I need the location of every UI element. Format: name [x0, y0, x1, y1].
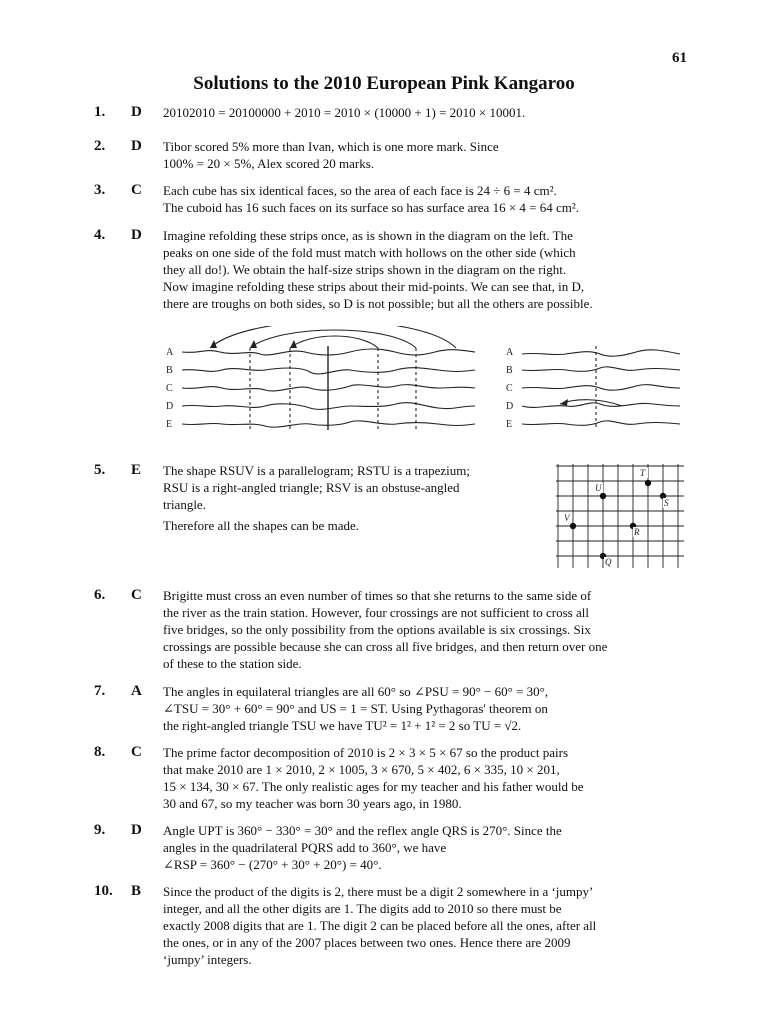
- text-line: 30 and 67, so my teacher was born 30 years ago, in 1980.: [163, 796, 462, 811]
- solution-text: [163, 182, 579, 216]
- point-label-t: T: [640, 468, 646, 478]
- text-line: the ones, or in any of the 2007 places between two ones. Hence there are 2009: [163, 935, 571, 950]
- solution-text: [163, 822, 562, 873]
- grid-points-diagram: [552, 460, 688, 577]
- text-line: Now imagine refolding these strips about their mid-points. We can see that, in D,: [163, 279, 585, 294]
- half-label-d: D: [506, 401, 514, 412]
- text-line: the river as the train station. However, four crossings are not sufficient to cross all: [163, 605, 589, 620]
- text-line: Each cube has six identical faces, so the area of each face is 24 ÷ 6 = 4 cm².: [163, 183, 557, 198]
- fold-arc: [290, 336, 378, 348]
- text-line: Brigitte must cross an even number of times so that she returns to the same side of: [163, 588, 592, 603]
- point-label-r: R: [634, 527, 640, 537]
- text-line: Imagine refolding these strips once, as is shown in the diagram on the left. The: [163, 228, 573, 243]
- solution-text: [163, 462, 470, 534]
- text-line: triangle.: [163, 497, 206, 512]
- answer-letter: C: [131, 587, 142, 603]
- answer-letter: B: [131, 883, 142, 899]
- folded-strips-diagram: [160, 326, 690, 441]
- question-number: 9.: [94, 822, 106, 838]
- text-line: ∠TSU = 30° + 60° = 90° and US = 1 = ST. Using Pythagoras' theorem on: [163, 701, 548, 716]
- solution-text: [163, 104, 525, 121]
- half-strip-b: [522, 367, 680, 371]
- question-number: 5.: [94, 462, 106, 478]
- point-label-u: U: [595, 483, 602, 493]
- solution-text: [163, 227, 593, 312]
- text-line: exactly 2008 digits that are 1. The digit 2 can be placed before all the ones, after all: [163, 918, 597, 933]
- point-label-v: V: [564, 513, 570, 523]
- text-line: integer, and all the other digits are 1. The digits add to 2010 so there must be: [163, 901, 562, 916]
- solution-text: [163, 587, 607, 672]
- page-title: Solutions to the 2010 European Pink Kangaroo: [193, 73, 575, 94]
- fold-arc: [210, 326, 456, 348]
- half-strip-a: [522, 350, 680, 356]
- question-number: 2.: [94, 138, 106, 154]
- text-line: of these to the station side.: [163, 656, 302, 671]
- question-number: 7.: [94, 683, 106, 699]
- text-line: there are troughs on both sides, so D is not possible; but all the others are possible.: [163, 296, 593, 311]
- page-number: 61: [672, 50, 687, 66]
- fold-arc: [250, 330, 416, 348]
- text-line: ‘jumpy’ integers.: [163, 952, 252, 967]
- solution-text: [163, 883, 596, 968]
- text-line: Since the product of the digits is 2, there must be a digit 2 somewhere in a ‘jumpy’: [163, 884, 594, 899]
- text-line: 15 × 134, 30 × 67. The only realistic ages for my teacher and his father would be: [163, 779, 584, 794]
- half-label-c: C: [506, 383, 513, 394]
- point-label-s: S: [664, 498, 669, 508]
- answer-letter: C: [131, 744, 142, 760]
- half-label-e: E: [506, 419, 513, 430]
- strip-label-e: E: [166, 419, 173, 430]
- half-label-b: B: [506, 365, 513, 376]
- text-line: 100% = 20 × 5%, Alex scored 20 marks.: [163, 156, 375, 171]
- text-line: the right-angled triangle TSU we have TU² = 1² + 1² = 2 so TU = √2.: [163, 718, 522, 733]
- text-line: peaks on one side of the fold must match with hollows on the other side (which: [163, 245, 576, 260]
- text-line: ∠RSP = 360° − (270° + 30° + 20°) = 40°.: [163, 857, 382, 872]
- text-line: angles in the quadrilateral PQRS add to 360°, we have: [163, 840, 447, 855]
- solution-text: [163, 744, 584, 812]
- half-label-a: A: [506, 347, 514, 358]
- answer-letter: C: [131, 182, 142, 198]
- strip-label-d: D: [166, 401, 174, 412]
- text-line: that make 2010 are 1 × 2010, 2 × 1005, 3 × 670, 5 × 402, 6 × 335, 10 × 201,: [163, 762, 560, 777]
- question-number: 1.: [94, 104, 106, 120]
- strip-label-b: B: [166, 365, 173, 376]
- text-line: crossings are possible because she can cross all five bridges, and then return over one: [163, 639, 608, 654]
- text-line: The angles in equilateral triangles are all 60° so ∠PSU = 90° − 60° = 30°,: [163, 684, 549, 699]
- text-line: RSU is a right-angled triangle; RSV is an obstuse-angled: [163, 480, 460, 495]
- strip-label-a: A: [166, 347, 174, 358]
- solution-text: [163, 683, 548, 734]
- answer-letter: D: [131, 227, 142, 243]
- text-line: The prime factor decomposition of 2010 is 2 × 3 × 5 × 67 so the product pairs: [163, 745, 569, 760]
- text-line: The cuboid has 16 such faces on its surface so has surface area 16 × 4 = 64 cm².: [163, 200, 580, 215]
- half-strip-e: [522, 421, 680, 425]
- text-line: 20102010 = 20100000 + 2010 = 2010 × (10000 + 1) = 2010 × 10001.: [163, 105, 526, 120]
- text-line: Tibor scored 5% more than Ivan, which is one more mark. Since: [163, 139, 499, 154]
- point-label-q: Q: [605, 557, 612, 567]
- strip-label-c: C: [166, 383, 173, 394]
- question-number: 8.: [94, 744, 106, 760]
- question-number: 3.: [94, 182, 106, 198]
- text-line: Therefore all the shapes can be made.: [163, 518, 359, 533]
- text-line: Angle UPT is 360° − 330° = 30° and the reflex angle QRS is 270°. Since the: [163, 823, 562, 838]
- answer-letter: E: [131, 462, 142, 478]
- question-number: 4.: [94, 227, 106, 243]
- text-line: they all do!). We obtain the half-size strips shown in the diagram on the right.: [163, 262, 567, 277]
- question-number: 10.: [94, 883, 113, 899]
- answer-letter: D: [131, 104, 142, 120]
- text-line: five bridges, so the only possibility from the options available is six crossings. Six: [163, 622, 591, 637]
- answer-letter: D: [131, 138, 142, 154]
- answer-letter: D: [131, 822, 142, 838]
- question-number: 6.: [94, 587, 106, 603]
- half-strip-d: [522, 403, 680, 408]
- answer-letter: A: [131, 683, 142, 699]
- half-strip-c: [522, 385, 680, 391]
- solution-text: [163, 138, 499, 172]
- text-line: The shape RSUV is a parallelogram; RSTU is a trapezium;: [163, 463, 470, 478]
